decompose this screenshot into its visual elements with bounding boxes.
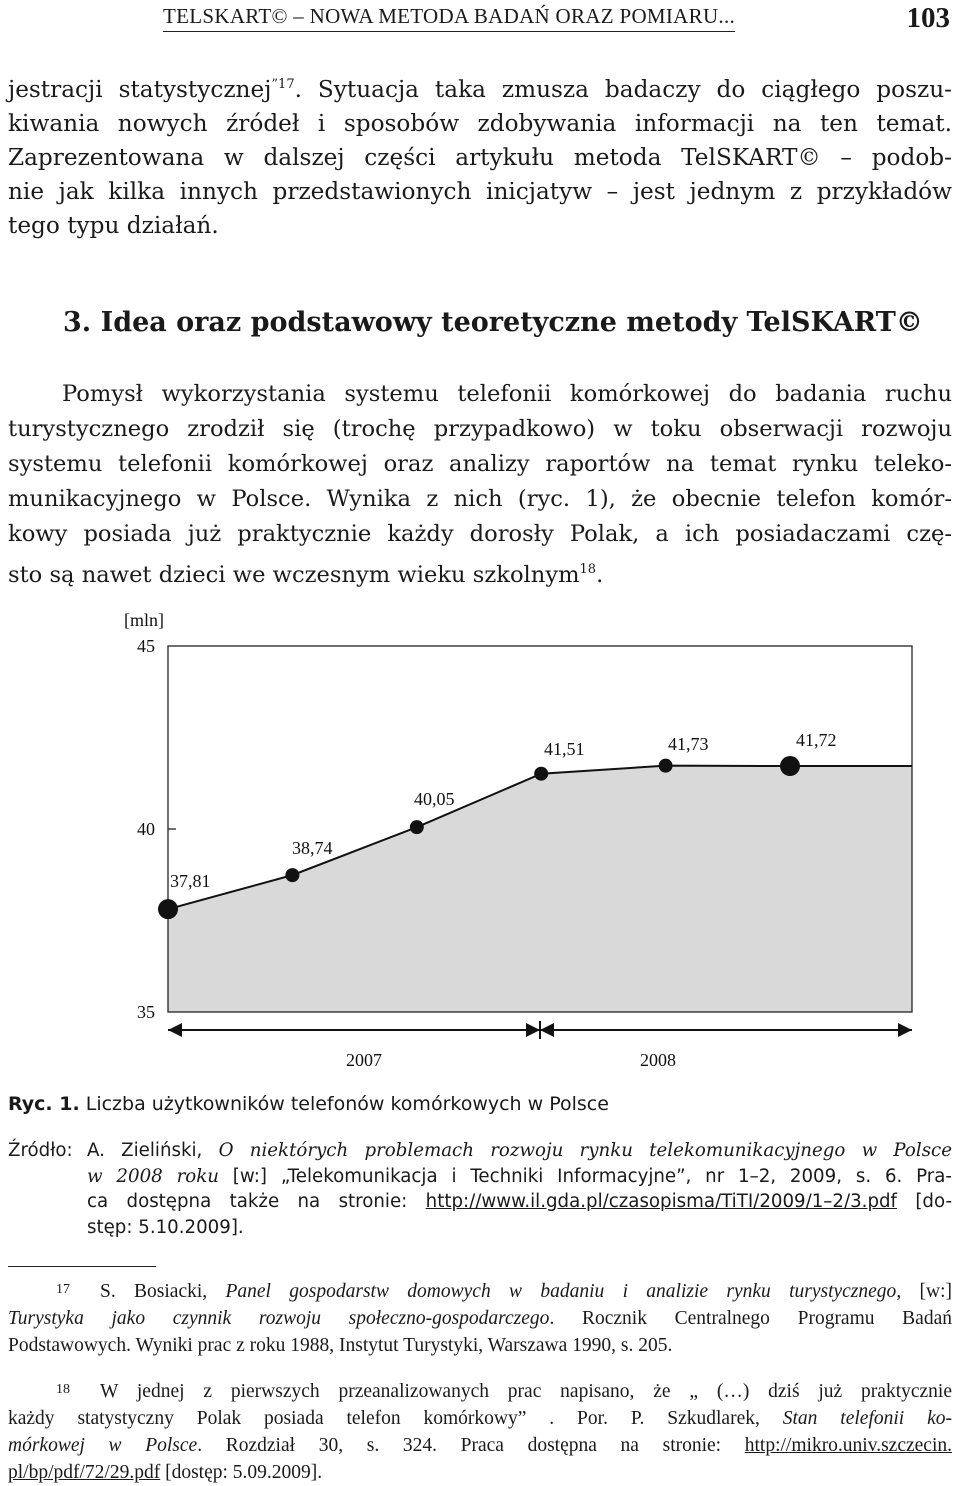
footnote-number: 18 [56,1382,70,1397]
footnote-number: 17 [56,1282,70,1297]
data-label: 38,74 [292,838,333,858]
section-heading: 3. Idea oraz podstawowy teoretyczne metody TelSKART© [63,307,923,338]
source-label: Źródło: [8,1140,73,1161]
data-point [659,759,673,773]
y-tick-label: 40 [137,819,155,839]
footnote-divider [8,1266,156,1267]
page-header [0,0,960,44]
y-tick-label: 45 [137,636,155,656]
period-label: 2007 [346,1050,382,1070]
paragraph-intro [8,68,952,243]
period-arrowhead-mid [540,1023,554,1037]
footnote-18: 18 W jednej z pierwszych przeanalizowanych prac napisano, że „ (…) dziś już praktycznie każdy statystyczny Polak posiada telefon komórkowy” . Por. P. Szkudlarek, Stan telefonii ko- mórkowej w Polsce. Rozdział 30, s. 324. Praca dostępna na stronie: http://mikro.univ.szczecin. pl/bp/pdf/72/29.pdf [dostęp: 5.09.2009]. [8,1376,952,1486]
paragraph-idea [8,377,952,593]
period-arrowhead-left [168,1023,182,1037]
y-tick-label: 35 [137,1002,155,1022]
y-unit-label: [mln] [124,610,164,630]
data-point [158,899,178,919]
users-chart [0,600,960,1080]
paragraph-line: turystycznego zrodził się (trochę przypadkowo) w toku obserwacji rozwoju [8,416,952,442]
figure-caption [8,1093,609,1115]
period-arrowhead-mid [526,1023,540,1037]
data-label: 41,73 [668,734,709,754]
data-label: 41,72 [796,730,837,750]
footnotes [8,1276,952,1486]
data-label: 40,05 [414,789,455,809]
data-point [780,756,800,776]
paragraph-line: systemu telefonii komórkowej oraz analizy raportów na temat rynku teleko- [8,451,952,477]
paragraph-line: Pomysł wykorzystania systemu telefonii komórkowej do badania ruchu [62,381,952,407]
data-point [285,868,299,882]
paragraph-line: munikacyjnego w Polsce. Wynika z nich (ryc. 1), że obecnie telefon komór- [8,486,952,512]
paragraph-line: tego typu działań. [8,212,219,239]
page-number: 103 [906,2,950,34]
footnote-ref-18[interactable]: 18 [579,562,597,577]
footnote-17: 17 S. Bosiacki, Panel gospodarstw domowych w badaniu i analizie rynku turystycznego, [w:] Turystyka jako czynnik rozwoju społeczno-gospodarczego. Rocznik Centralnego Programu Badań Podstawowych. Wyniki prac z roku 1988, Instytut Turystyki, Warszawa 1990, s. 205. [8,1276,952,1359]
paragraph-line: sto są nawet dzieci we wczesnym wieku szkolnym$^{18}$. [8,562,604,588]
period-label: 2008 [640,1050,676,1070]
data-label: 37,81 [170,871,211,891]
caption-label: Ryc. 1. [8,1093,80,1115]
data-point [410,820,424,834]
chart-area-fill [168,766,912,1012]
source-body: A. Zieliński, O niektórych problemach rozwoju rynku telekomunikacyjnego w Polsce w 2008 roku [w:] „Telekomunikacja i Techniki Informacyjne”, nr 1–2, 2009, s. 6. Pra- ca dostępna także na stronie: http://www.il.gda.pl/czasopisma/TiTI/2009/1–2/3.pdf [do- stęp: 5.10.2009]. [87,1140,953,1238]
running-head: TELSKART© – NOWA METODA BADAŃ ORAZ POMIARU... [163,4,735,32]
source-link[interactable]: http://www.il.gda.pl/czasopisma/TiTI/2009/1–2/3.pdf [425,1191,897,1212]
data-label: 41,51 [544,739,585,759]
data-point [534,767,548,781]
paragraph-line: kiwania nowych źródeł i sposobów zdobywania informacji na ten temat. [8,110,952,137]
paragraph-line: nie jak kilka innych przedstawionych inicjatyw – jest jednym z przykładów [8,178,952,205]
paragraph-line: jestracji statystycznej$^{”17}$. Sytuacja taka zmusza badaczy do ciągłego poszu- [8,76,952,103]
caption-text: Liczba użytkowników telefonów komórkowych w Polsce [79,1093,609,1115]
footnote-link[interactable]: http://mikro.univ.szczecin. [744,1435,952,1456]
paragraph-line: kowy posiada już praktycznie każdy dorosły Polak, a ich posiadaczami czę- [8,521,952,547]
period-arrowhead-right [898,1023,912,1037]
paragraph-line: Zaprezentowana w dalszej części artykułu metoda TelSKART© – podob- [8,144,952,171]
footnote-link[interactable]: pl/bp/pdf/72/29.pdf [8,1462,161,1483]
footnote-ref-17[interactable]: ”17 [271,77,295,92]
